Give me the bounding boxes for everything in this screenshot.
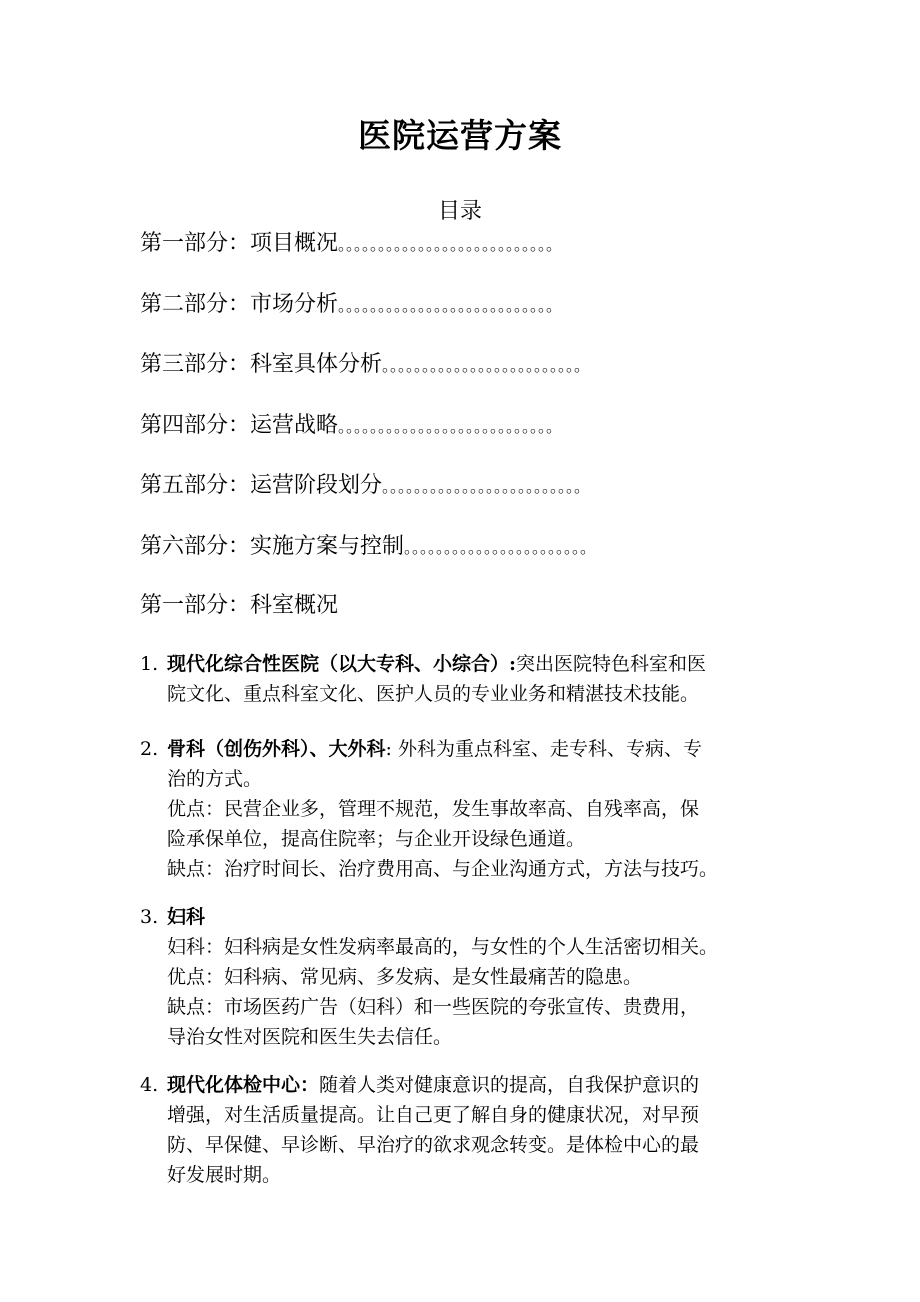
list-item — [140, 649, 790, 709]
list-item-text: 险承保单位，提高住院率；与企业开设绿色通道。 — [167, 828, 586, 850]
list-item-text: 导治女性对医院和医生失去信任。 — [167, 1026, 453, 1048]
toc-entry-dots: 。。。。。。。。。。。。。。。。。。。。。。。 — [404, 538, 597, 557]
toc-heading: 目录 — [437, 199, 482, 224]
list-item-text: 妇科：妇科病是女性发病率最高的，与女性的个人生活密切相关。 — [167, 936, 719, 958]
toc-entry-label: 第二部分：市场分析 — [140, 292, 339, 317]
toc-entry-label: 第一部分：项目概况 — [140, 231, 339, 256]
toc-entry — [140, 531, 596, 564]
toc-entry-dots: 。。。。。。。。。。。。。。。。。。。。。。。。。。。 — [338, 296, 563, 315]
list-item-number: 1. — [140, 653, 159, 675]
list-item-text: 增强，对生活质量提高。让自己更了解自身的健康状况，对早预 — [167, 1104, 700, 1126]
list-item — [140, 1070, 790, 1190]
document-title: 医院运营方案 — [358, 116, 562, 155]
list-item-text: 优点：妇科病、常见病、多发病、是女性最痛苦的隐患。 — [167, 966, 643, 988]
toc-entry — [140, 228, 562, 261]
toc-entry-dots: 。。。。。。。。。。。。。。。。。。。。。。。。。 — [382, 477, 591, 496]
list-item — [140, 902, 790, 1052]
list-item-text: 优点：民营企业多，管理不规范，发生事故率高、自残率高，保 — [167, 798, 700, 820]
toc-entry-dots: 。。。。。。。。。。。。。。。。。。。。。。。。。。。 — [338, 417, 563, 436]
list-item-text: 缺点：治疗时间长、治疗费用高、与企业沟通方式，方法与技巧。 — [167, 858, 719, 880]
list-item-number: 2. — [140, 738, 159, 760]
toc-entry — [140, 349, 590, 382]
toc-entry-label: 第三部分：科室具体分析 — [140, 352, 383, 377]
list-item-title: 妇科 — [167, 906, 206, 928]
list-item-text: 随着人类对健康意识的提高，自我保护意识的 — [319, 1074, 700, 1096]
toc-entry — [140, 410, 562, 443]
list-item-text: 缺点：市场医药广告（妇科）和一些医院的夸张宣传、贵费用， — [167, 996, 700, 1018]
toc-entry-dots: 。。。。。。。。。。。。。。。。。。。。。。。。。。。 — [338, 235, 563, 254]
list-item-text: 院文化、重点科室文化、医护人员的专业业务和精湛技术技能。 — [167, 683, 700, 705]
list-item-title: 现代化体检中心： — [167, 1074, 320, 1096]
list-item-title: 骨科（创伤外科）、大外科 — [167, 738, 386, 760]
list-item-text: 好发展时期。 — [167, 1164, 282, 1186]
list-item — [140, 734, 790, 884]
list-item-number: 3. — [140, 906, 159, 928]
toc-entry-label: 第四部分：运营战略 — [140, 413, 339, 438]
toc-entry-label: 第五部分：运营阶段划分 — [140, 473, 383, 498]
list-item-title: 现代化综合性医院（以大专科、小综合）: — [167, 653, 517, 675]
list-item-text: : 外科为重点科室、走专科、专病、专 — [385, 738, 702, 760]
list-item-text: 治的方式。 — [167, 768, 263, 790]
toc-entry-label: 第六部分：实施方案与控制 — [140, 534, 405, 559]
toc-entry — [140, 470, 590, 503]
section-heading: 第一部分：科室概况 — [140, 593, 339, 618]
list-item-text: 突出医院特色科室和医 — [516, 653, 707, 675]
list-item-number: 4. — [140, 1074, 159, 1096]
toc-entry-dots: 。。。。。。。。。。。。。。。。。。。。。。。。。 — [382, 356, 591, 375]
list-item-text: 防、早保健、早诊断、早治疗的欲求观念转变。是体检中心的最 — [167, 1134, 700, 1156]
toc-entry — [140, 289, 562, 322]
